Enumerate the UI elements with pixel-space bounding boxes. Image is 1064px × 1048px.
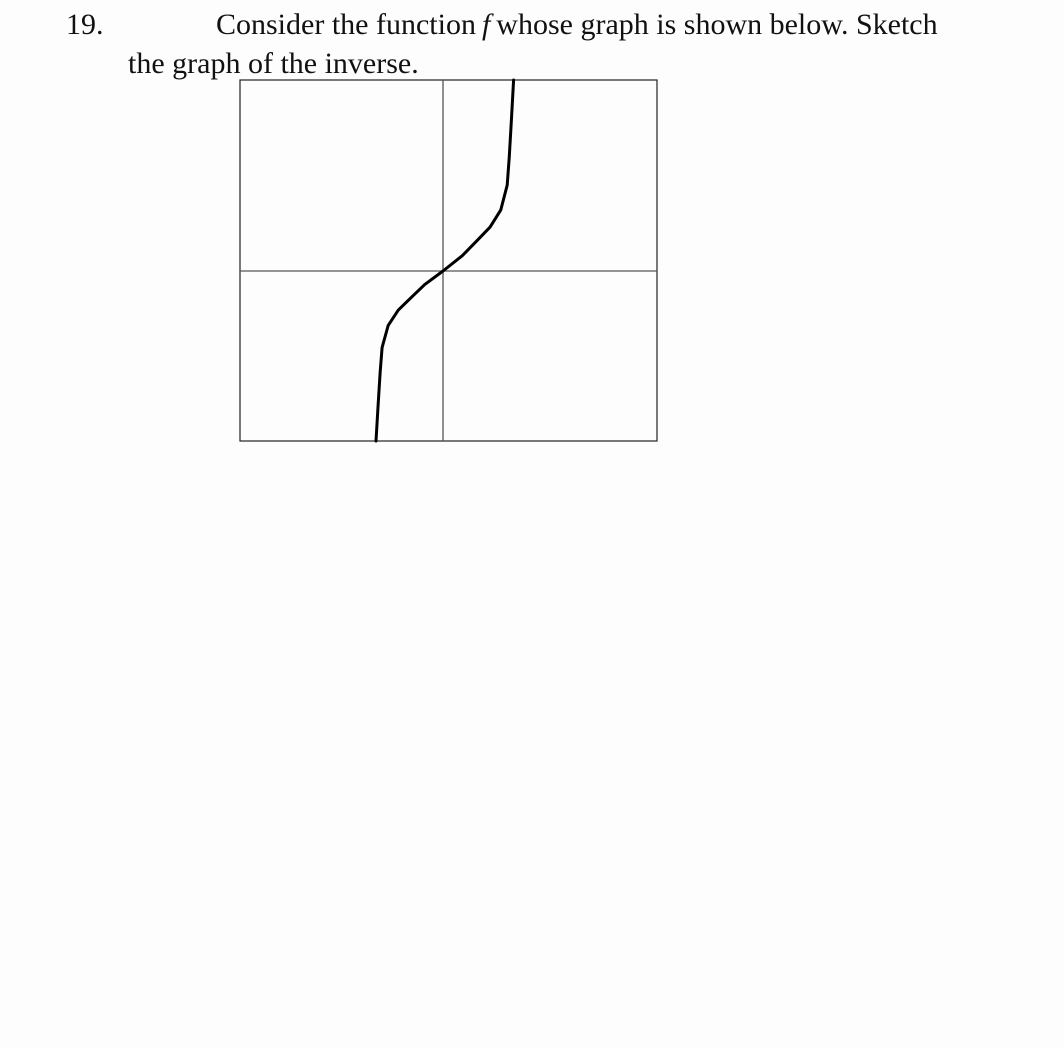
function-curve (376, 80, 514, 441)
question-text-before-var: Consider the function (216, 8, 476, 41)
question-number: 19. (66, 8, 104, 41)
graph-frame (240, 80, 657, 441)
question-text-after-var: whose graph is shown below. Sketch (496, 8, 938, 41)
question-text-line-2: the graph of the inverse. (128, 47, 419, 80)
function-variable: f (481, 8, 491, 41)
